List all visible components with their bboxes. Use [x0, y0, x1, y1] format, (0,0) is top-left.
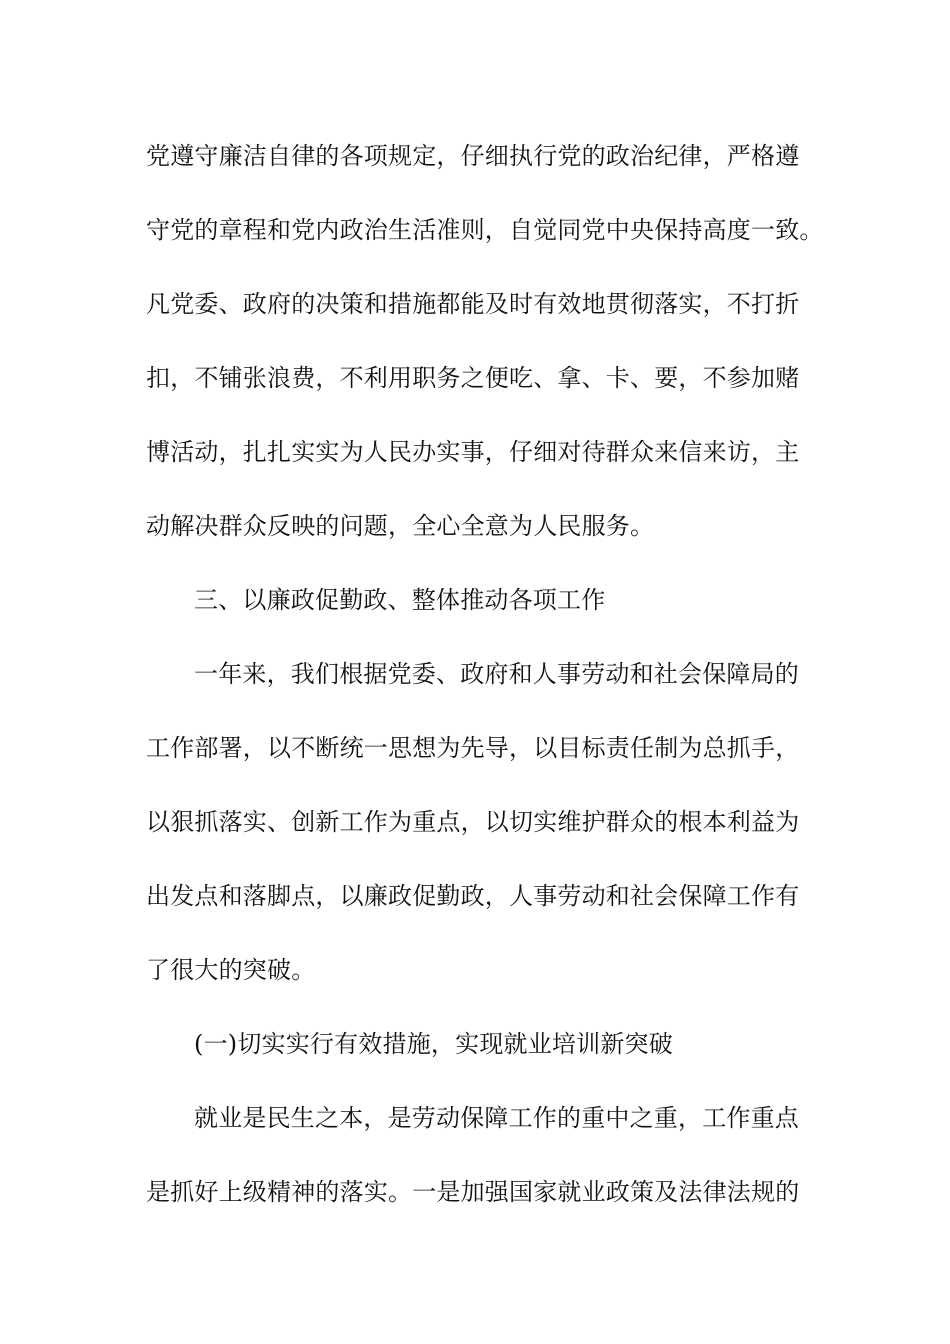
body-text-line: 凡党委、政府的决策和措施都能及时有效地贯彻落实，不打折	[146, 290, 800, 318]
body-text-line: 动解决群众反映的问题，全心全意为人民服务。	[146, 512, 655, 540]
body-text-line: 出发点和落脚点，以廉政促勤政，人事劳动和社会保障工作有	[146, 882, 800, 910]
body-text-line: 扣，不铺张浪费，不利用职务之便吃、拿、卡、要，不参加赌	[146, 364, 800, 392]
body-text-line: 以狠抓落实、创新工作为重点，以切实维护群众的根本利益为	[146, 808, 800, 836]
subsection-heading: (一)切实实行有效措施，实现就业培训新突破	[194, 1030, 673, 1058]
body-text-line: 守党的章程和党内政治生活准则，自觉同党中央保持高度一致。	[146, 216, 824, 244]
body-text-line: 工作部署，以不断统一思想为先导，以目标责任制为总抓手，	[146, 734, 800, 762]
section-heading: 三、以廉政促勤政、整体推动各项工作	[194, 586, 606, 614]
body-text-line: 是抓好上级精神的落实。一是加强国家就业政策及法律法规的	[146, 1178, 800, 1206]
body-text-line: 一年来，我们根据党委、政府和人事劳动和社会保障局的	[194, 660, 799, 688]
body-text-line: 博活动，扎扎实实为人民办实事，仔细对待群众来信来访，主	[146, 438, 800, 466]
body-text-line: 了很大的突破。	[146, 956, 316, 984]
body-text-line: 就业是民生之本，是劳动保障工作的重中之重，工作重点	[194, 1104, 799, 1132]
body-text-line: 党遵守廉洁自律的各项规定，仔细执行党的政治纪律，严格遵	[146, 142, 800, 170]
